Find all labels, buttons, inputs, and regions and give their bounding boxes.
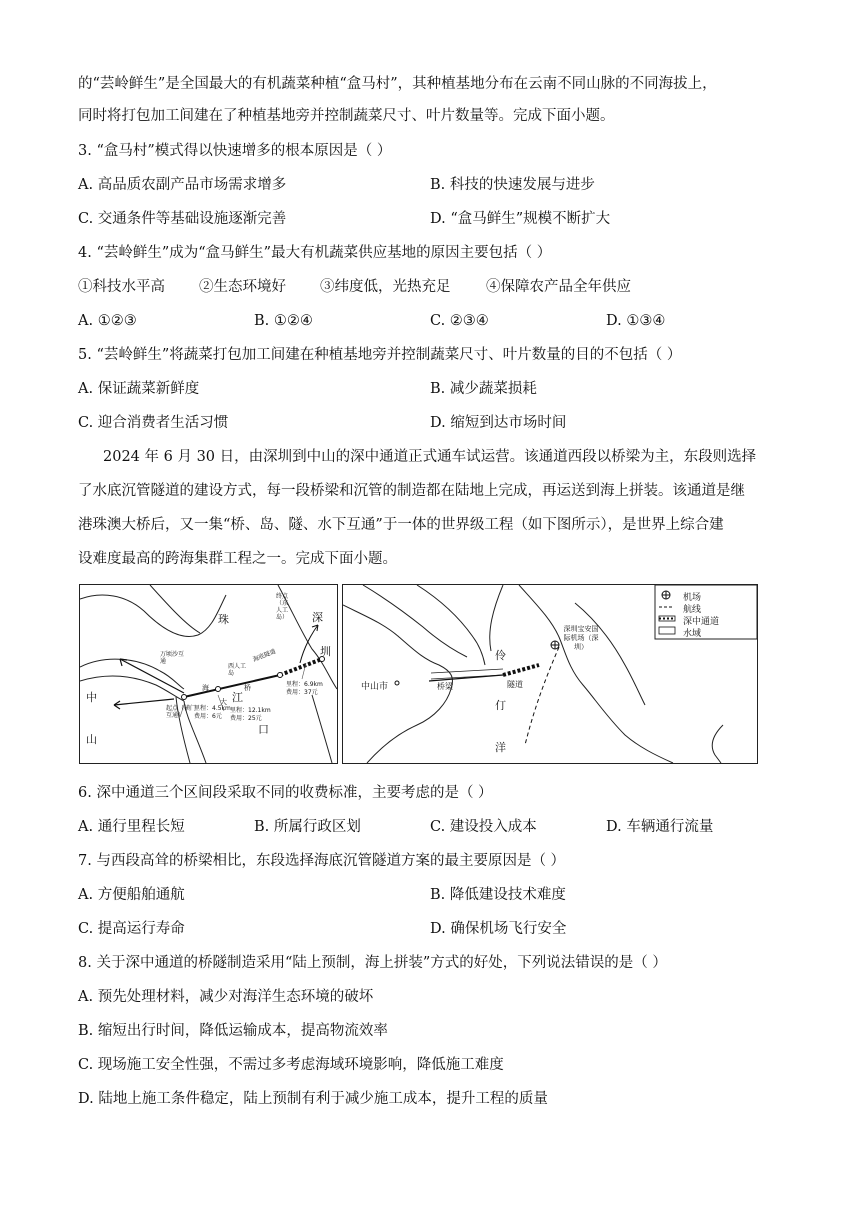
label-ding: 仃 [495, 699, 506, 712]
label-haidi: 海底隧道 [252, 648, 277, 664]
q8-option-d[interactable]: D. 陆地上施工条件稳定，陆上预制有利于减少施工成本，提升工程的质量 [78, 1091, 548, 1107]
q4-option-d[interactable]: D. ①③④ [606, 313, 666, 329]
label-yang: 洋 [495, 741, 506, 754]
left-map-shapes [80, 585, 337, 763]
label-jiang: 江 [232, 691, 243, 704]
q5-option-c[interactable]: C. 迎合消费者生活习惯 [78, 415, 229, 431]
passage2-line-1: 2024 年 6 月 30 日，由深圳到中山的深中通道正式通车试运营。该通道西段以桥梁为主，东段则选择 [103, 449, 757, 465]
seg1-dist: 里程：4.5km [194, 705, 231, 712]
label-shen: 深 [312, 611, 323, 624]
label-bridge: 桥梁 [437, 682, 453, 691]
q7-option-b[interactable]: B. 降低建设技术难度 [430, 887, 566, 903]
q8-option-b[interactable]: B. 缩短出行时间，降低运输成本，提高物流效率 [78, 1023, 388, 1039]
intro-line-1: 的“芸岭鲜生”是全国最大的有机蔬菜种植“盒马村”，其种植基地分布在云南不同山脉的不同海拔上， [78, 76, 717, 92]
legend-tunnel: 深中通道 [683, 617, 720, 627]
q6-option-c[interactable]: C. 建设投入成本 [430, 819, 537, 835]
q7-stem: 7. 与西段高耸的桥梁相比，东段选择海底沉管隧道方案的最主要原因是（ ） [78, 853, 566, 869]
q7-option-c[interactable]: C. 提高运行寿命 [78, 921, 185, 937]
map-figure [79, 584, 759, 764]
q6-option-b[interactable]: B. 所属行政区划 [254, 819, 361, 835]
q5-option-a[interactable]: A. 保证蔬菜新鲜度 [78, 381, 200, 397]
seg3-dist: 里程：6.9km [286, 681, 323, 688]
q4-option-c[interactable]: C. ②③④ [430, 313, 489, 329]
q3-option-b[interactable]: B. 科技的快速发展与进步 [430, 177, 595, 193]
passage2-line-4: 设难度最高的跨海集群工程之一。完成下面小题。 [78, 551, 397, 567]
q4-stem: 4. “芸岭鲜生”成为“盒马鲜生”最大有机蔬菜供应基地的原因主要包括（ ） [78, 245, 552, 261]
label-da: 大 [220, 698, 227, 706]
q8-stem: 8. 关于深中通道的桥隧制造采用“陆上预制，海上拼装”方式的好处，下列说法错误的是（ ） [78, 955, 667, 971]
q4-statement-1: ①科技水平高 [78, 279, 165, 295]
q6-stem: 6. 深中通道三个区间段采取不同的收费标准，主要考虑的是（ ） [78, 785, 493, 801]
q4-statement-4: ④保障农产品全年供应 [486, 279, 631, 295]
label-xiren: 西人工岛 [228, 663, 247, 677]
label-wanqing: 万顷沙互通 [160, 651, 185, 665]
q3-option-d[interactable]: D. “盒马鲜生”规模不断扩大 [430, 211, 611, 227]
q5-stem: 5. “芸岭鲜生”将蔬菜打包加工间建在种植基地旁并控制蔬菜尺寸、叶片数量的目的不包括（ ） [78, 347, 682, 363]
label-startpoint: 起点（横门互通） [166, 705, 197, 719]
q4-option-a[interactable]: A. ①②③ [78, 313, 137, 329]
label-hai: 海 [202, 684, 209, 692]
q5-option-d[interactable]: D. 缩短到达市场时间 [430, 415, 567, 431]
label-zhong: 中 [86, 691, 97, 704]
q8-option-c[interactable]: C. 现场施工安全性强，不需过多考虑海域环境影响，降低施工难度 [78, 1057, 504, 1073]
label-shan: 山 [86, 733, 97, 746]
intro-line-2: 同时将打包加工间建在了种植基地旁并控制蔬菜尺寸、叶片数量等。完成下面小题。 [78, 108, 615, 124]
q7-option-a[interactable]: A. 方便船舶通航 [78, 887, 185, 903]
q6-option-d[interactable]: D. 车辆通行流量 [606, 819, 714, 835]
label-ling: 伶 [495, 649, 506, 662]
legend-water: 水域 [683, 629, 702, 639]
label-tunnel: 隧道 [507, 680, 523, 689]
q4-statement-2: ②生态环境好 [199, 279, 286, 295]
right-map [342, 584, 758, 764]
q4-statement-3: ③纬度低，光热充足 [320, 279, 451, 295]
q6-option-a[interactable]: A. 通行里程长短 [78, 819, 185, 835]
passage2-line-3: 港珠澳大桥后，又一集“桥、岛、隧、水下互通”于一体的世界级工程（如下图所示），是世界上综合建 [78, 517, 724, 533]
q8-option-a[interactable]: A. 预先处理材料，减少对海洋生态环境的破坏 [78, 989, 374, 1005]
left-map [79, 584, 338, 764]
q3-stem: 3. “盒马村”模式得以快速增多的根本原因是（ ） [78, 143, 392, 159]
legend-airport: 机场 [683, 593, 702, 603]
q3-option-a[interactable]: A. 高品质农副产品市场需求增多 [78, 177, 287, 193]
label-zhu: 珠 [218, 613, 229, 626]
legend-route: 航线 [683, 605, 702, 615]
seg2-dist: 里程：12.1km [230, 707, 271, 714]
label-endpoint: 终点（东人工岛） [276, 593, 289, 621]
q7-option-d[interactable]: D. 确保机场飞行安全 [430, 921, 567, 937]
seg2-fee: 费用：25元 [230, 715, 262, 722]
seg1-fee: 费用：6元 [194, 713, 222, 720]
label-zhen: 圳 [320, 645, 331, 658]
passage2-line-2: 了水底沉管隧道的建设方式，每一段桥梁和沉管的制造都在陆地上完成，再运送到海上拼装。该通道是继 [78, 483, 745, 499]
label-qiao: 桥 [244, 684, 251, 692]
label-airport: 深圳宝安国际机场（深圳） [563, 625, 599, 651]
seg3-fee: 费用：37元 [286, 689, 318, 696]
q4-option-b[interactable]: B. ①②④ [254, 313, 313, 329]
label-kou: 口 [258, 723, 269, 736]
label-zhongshan: 中山市 [361, 682, 389, 692]
q3-option-c[interactable]: C. 交通条件等基础设施逐渐完善 [78, 211, 287, 227]
q5-option-b[interactable]: B. 减少蔬菜损耗 [430, 381, 537, 397]
